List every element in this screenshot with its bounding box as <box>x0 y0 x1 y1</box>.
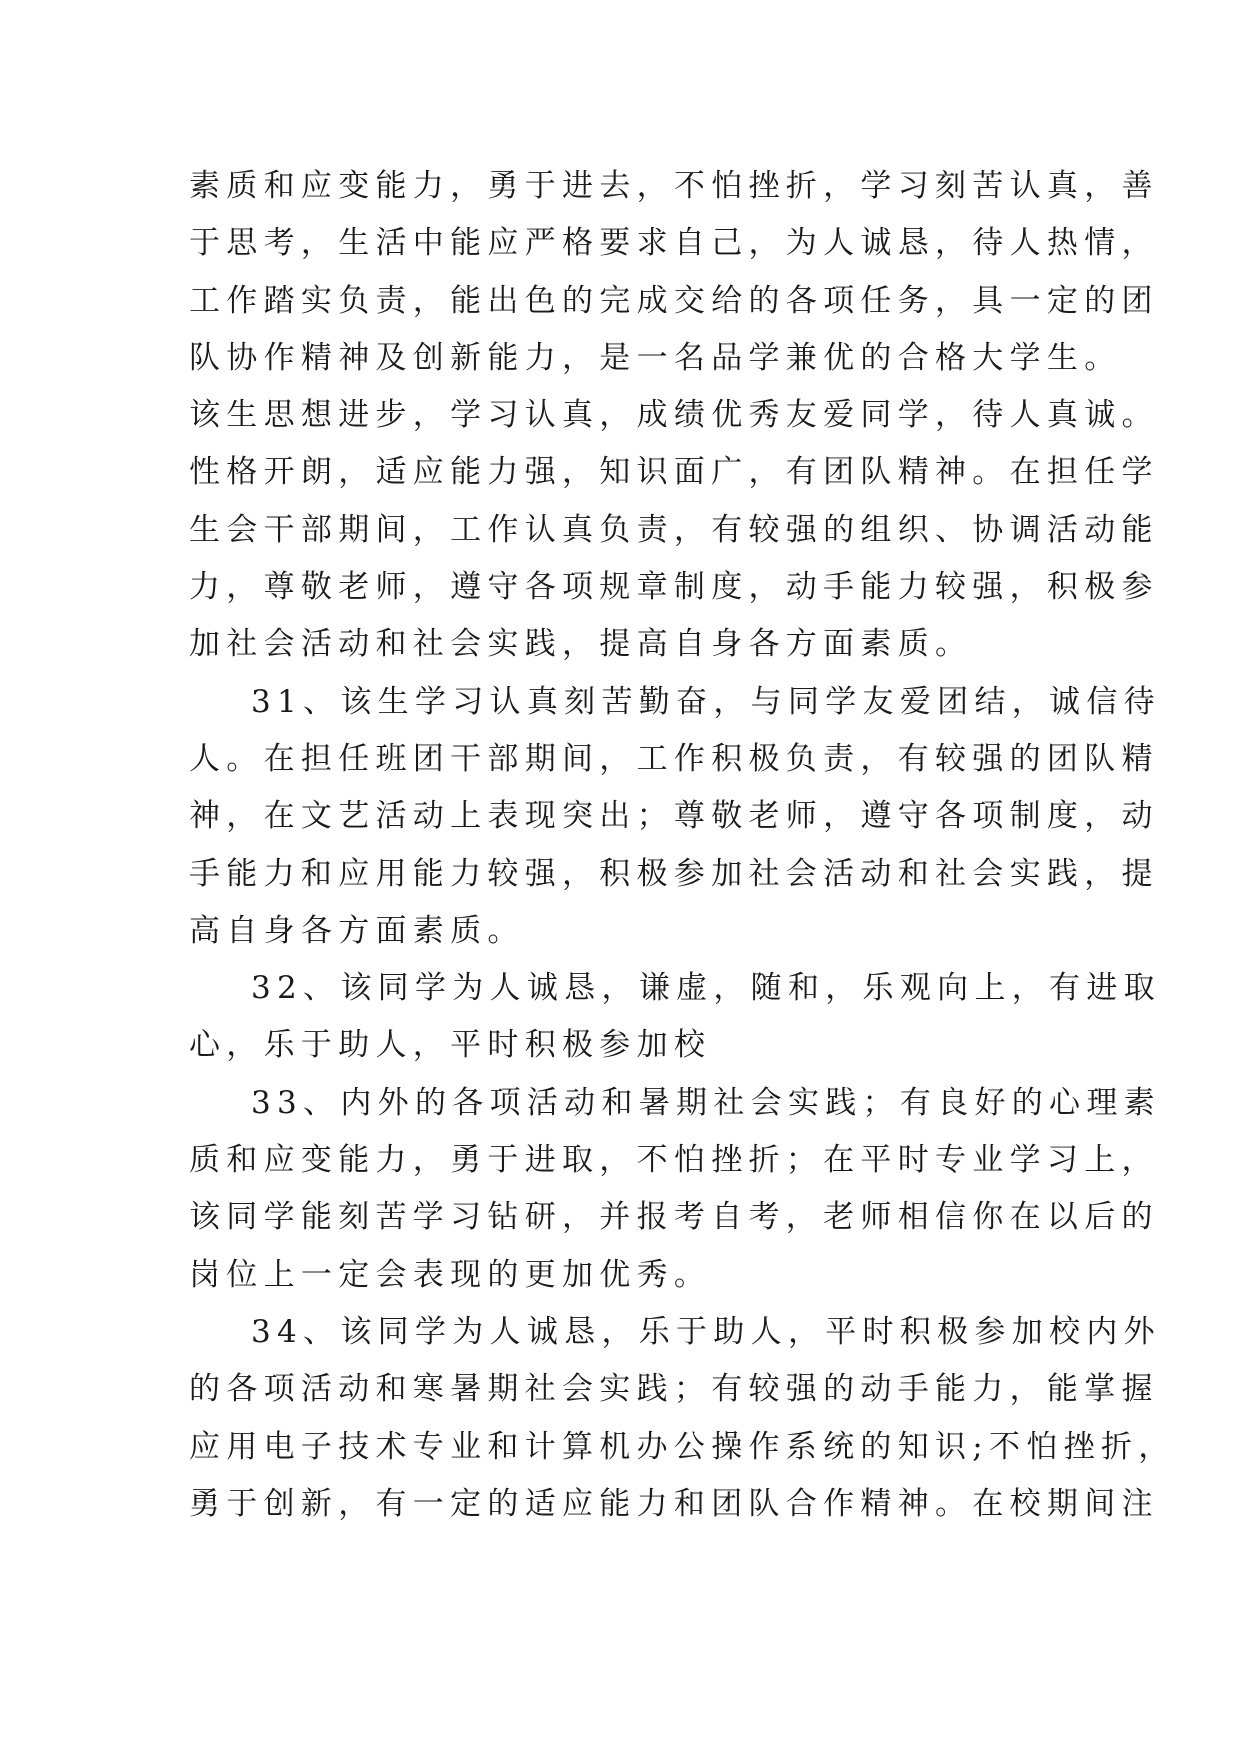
paragraph-31-first-line: 31、该生学习认真刻苦勤奋，与同学友爱团结，诚信待 <box>251 683 1161 720</box>
text-line: 高自身各方面素质。 <box>189 912 525 949</box>
text-line: 性格开朗，适应能力强，知识面广，有团队精神。在担任学 <box>189 454 1159 491</box>
text-line: 于思考，生活中能应严格要求自己，为人诚恳，待人热情， <box>189 225 1159 262</box>
text-line: 队协作精神及创新能力，是一名品学兼优的合格大学生。 <box>189 339 1122 376</box>
paragraph-33-first-line: 33、内外的各项活动和暑期社会实践；有良好的心理素 <box>251 1084 1161 1121</box>
text-line: 力，尊敬老师，遵守各项规章制度，动手能力较强，积极参 <box>189 569 1159 606</box>
paragraph-34-first-line: 34、该同学为人诚恳，乐于助人，平时积极参加校内外 <box>251 1313 1161 1350</box>
text-line: 心，乐于助人，平时积极参加校 <box>189 1027 712 1064</box>
text-line: 人。在担任班团干部期间，工作积极负责，有较强的团队精 <box>189 740 1159 777</box>
document-body <box>189 158 1176 1533</box>
text-line: 生会干部期间，工作认真负责，有较强的组织、协调活动能 <box>189 511 1159 548</box>
text-line: 该同学能刻苦学习钻研，并报考自考，老师相信你在以后的 <box>189 1199 1159 1236</box>
text-line: 神，在文艺活动上表现突出；尊敬老师，遵守各项制度，动 <box>189 798 1159 835</box>
text-line: 手能力和应用能力较强，积极参加社会活动和社会实践，提 <box>189 855 1159 892</box>
paragraph-32-first-line: 32、该同学为人诚恳，谦虚，随和，乐观向上，有进取 <box>251 970 1161 1007</box>
text-line: 加社会活动和社会实践，提高自身各方面素质。 <box>189 626 973 663</box>
text-line: 勇于创新，有一定的适应能力和团队合作精神。在校期间注 <box>189 1485 1159 1522</box>
text-line: 应用电子技术专业和计算机办公操作系统的知识;不怕挫折， <box>189 1428 1176 1465</box>
text-line: 质和应变能力，勇于进取，不怕挫折；在平时专业学习上， <box>189 1142 1159 1179</box>
text-line: 素质和应变能力，勇于进去，不怕挫折，学习刻苦认真，善 <box>189 168 1159 204</box>
text-line: 该生思想进步，学习认真，成绩优秀友爱同学，待人真诚。 <box>189 397 1159 434</box>
text-line: 岗位上一定会表现的更加优秀。 <box>189 1256 712 1293</box>
text-line: 的各项活动和寒暑期社会实践；有较强的动手能力，能掌握 <box>189 1371 1159 1408</box>
text-line: 工作踏实负责，能出色的完成交给的各项任务，具一定的团 <box>189 282 1159 319</box>
